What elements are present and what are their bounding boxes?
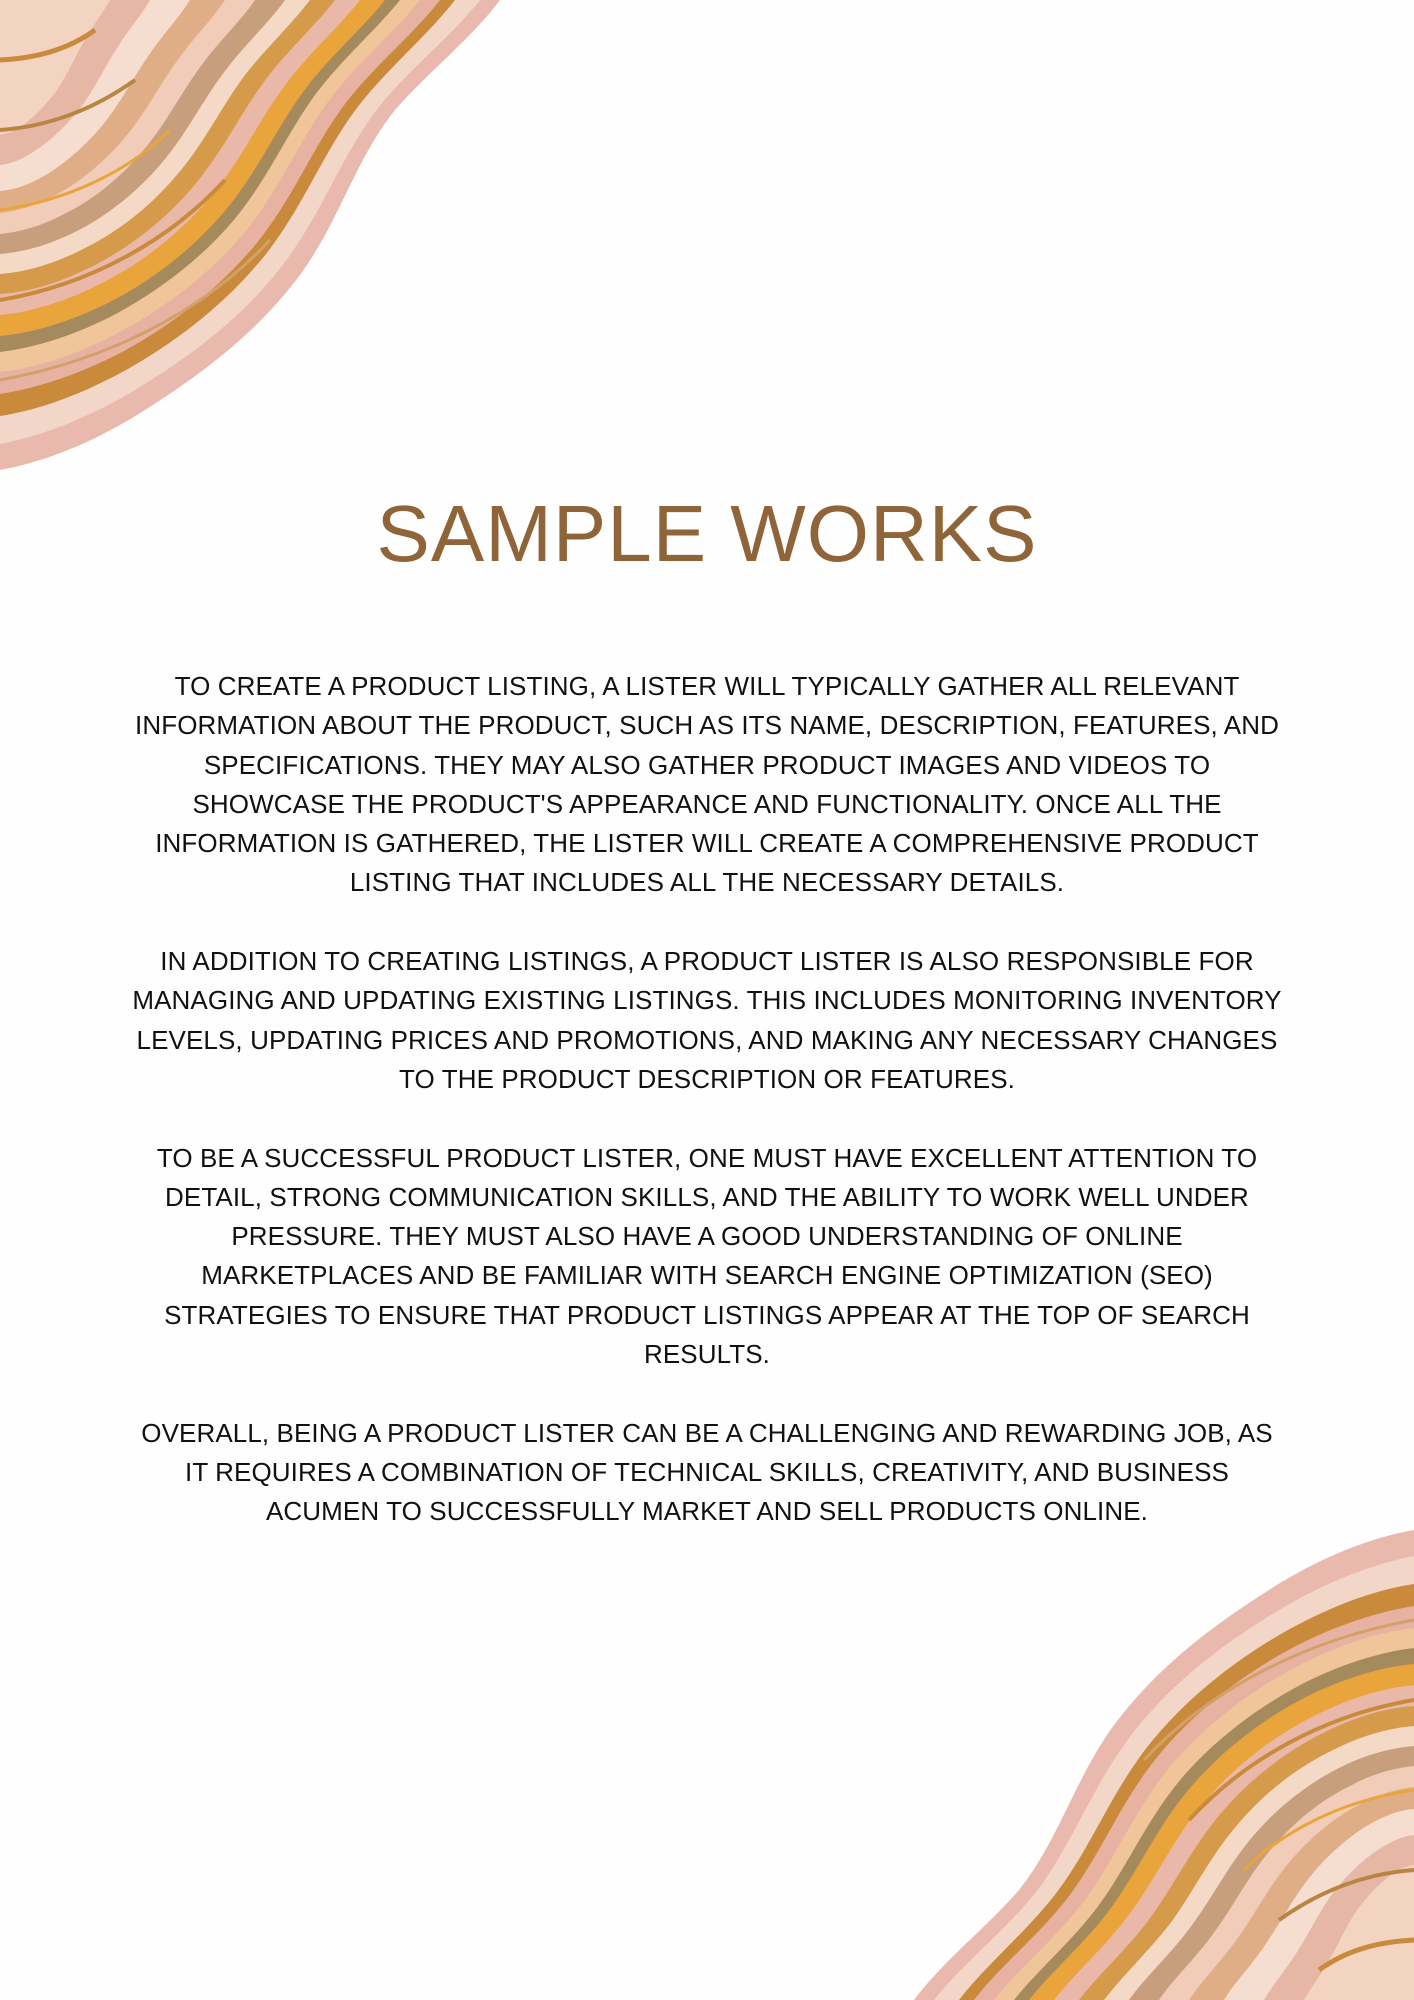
- paragraph-4: OVERALL, BEING A PRODUCT LISTER CAN BE A CHALLENGING AND REWARDING JOB, AS IT REQUIRES A COMBINATION OF TECHNICAL SKILLS, CREATIVITY, AND BUSINESS ACUMEN TO SUCCESSFULLY MARKET AND SELL PRODUCTS ONLINE.: [141, 1417, 1273, 1527]
- body-text: [130, 667, 1284, 1532]
- page-title: SAMPLE WORKS: [376, 489, 1038, 578]
- paragraph-3: TO BE A SUCCESSFUL PRODUCT LISTER, ONE MUST HAVE EXCELLENT ATTENTION TO DETAIL, STRONG COMMUNICATION SKILLS, AND THE ABILITY TO WORK WELL UNDER PRESSURE. THEY MUST ALSO HAVE A GOOD UNDERSTANDING OF ONLINE MARKETPLACES AND BE FAMILIAR WITH SEARCH ENGINE OPTIMIZATION (SEO) STRATEGIES TO ENSURE THAT PRODUCT LISTINGS APPEAR AT THE TOP OF SEARCH RESULTS.: [156, 1142, 1258, 1370]
- paragraph-1: TO CREATE A PRODUCT LISTING, A LISTER WILL TYPICALLY GATHER ALL RELEVANT INFORMATION ABOUT THE PRODUCT, SUCH AS ITS NAME, DESCRIPTION, FEATURES, AND SPECIFICATIONS. THEY MAY ALSO GATHER PRODUCT IMAGES AND VIDEOS TO SHOWCASE THE PRODUCT'S APPEARANCE AND FUNCTIONALITY. ONCE ALL THE INFORMATION IS GATHERED, THE LISTER WILL CREATE A COMPREHENSIVE PRODUCT LISTING THAT INCLUDES ALL THE NECESSARY DETAILS.: [135, 671, 1279, 898]
- marble-corner-bottom-right: [894, 1520, 1414, 2000]
- paragraph-2: IN ADDITION TO CREATING LISTINGS, A PRODUCT LISTER IS ALSO RESPONSIBLE FOR MANAGING AND UPDATING EXISTING LISTINGS. THIS INCLUDES MONITORING INVENTORY LEVELS, UPDATING PRICES AND PROMOTIONS, AND MAKING ANY NECESSARY CHANGES TO THE PRODUCT DESCRIPTION OR FEATURES.: [132, 946, 1282, 1094]
- marble-corner-top-left: [0, 0, 520, 480]
